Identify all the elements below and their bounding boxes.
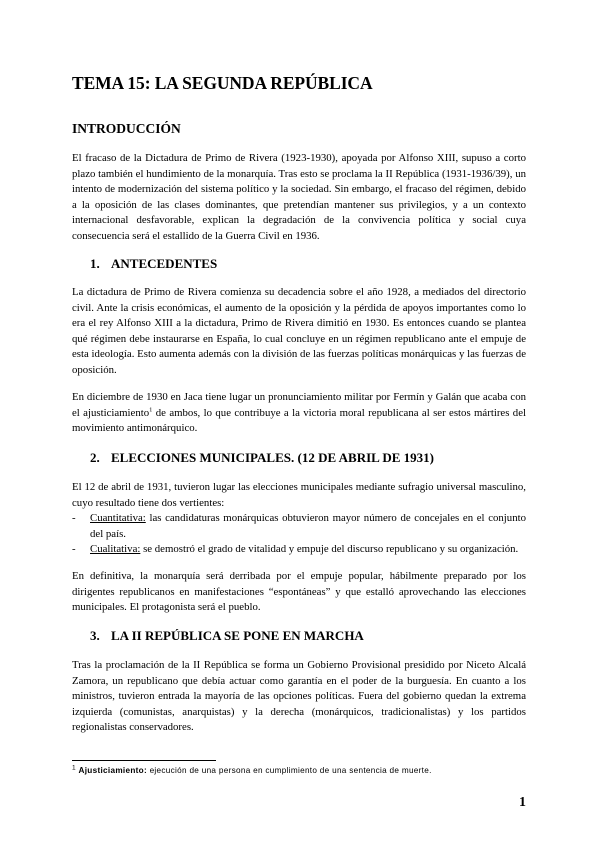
footnote-term: Ajusticiamiento: bbox=[78, 766, 147, 775]
page-title: TEMA 15: LA SEGUNDA REPÚBLICA bbox=[72, 73, 373, 93]
intro-heading: INTRODUCCIÓN bbox=[72, 121, 181, 136]
section-2-number: 2. bbox=[90, 450, 100, 465]
page-number: 1 bbox=[519, 795, 526, 810]
list-dash: - bbox=[72, 543, 76, 555]
section-1-number: 1. bbox=[90, 256, 100, 271]
footnote bbox=[72, 765, 526, 777]
footnote-separator bbox=[72, 760, 216, 761]
list-item-label: Cuantitativa: bbox=[90, 512, 146, 524]
list-item bbox=[72, 542, 526, 558]
section-1-title: ANTECEDENTES bbox=[111, 256, 218, 271]
list-item-label: Cualitativa: bbox=[90, 543, 141, 555]
section-2-paragraph-2: En definitiva, la monarquía será derribada por el empuje popular, hábilmente preparado por los dirigentes republicanos en manifestaciones “espontáneas” y que estalló aprovechando las elecciones municipales. El protagonista será el pueblo. bbox=[72, 570, 526, 613]
section-1-heading bbox=[90, 256, 217, 272]
section-3-title: LA II REPÚBLICA SE PONE EN MARCHA bbox=[111, 628, 364, 643]
list-item-text: se demostró el grado de vitalidad y empuje del discurso republicano y su organización. bbox=[140, 543, 519, 555]
section-1-paragraph-2-text-b: de ambos, lo que contribuye a la victoria moral republicana al ser estos mártires del movimiento antimonárquico. bbox=[72, 406, 526, 434]
section-3-heading bbox=[90, 628, 364, 644]
section-1-paragraph-1: La dictadura de Primo de Rivera comienza su decadencia sobre el año 1928, a mediados del directorio civil. Ante la crisis económicas, el aumento de la oposición y la pérdida de apoyos importantes como lo era el rey Alfonso XIII a la dictadura, Primo de Rivera dimitió en 1930. Es entonces cuando se plantea qué régimen debe instaurarse en España, lo cual concluye en un régimen republicano ante el empuje de esta ideología. Esto aumenta además con la división de las fuerzas políticas monárquicas y las fuerzas de oposición. bbox=[72, 286, 526, 376]
section-1-paragraph-2 bbox=[72, 390, 526, 437]
list-dash: - bbox=[72, 512, 76, 524]
section-3-paragraph-1: Tras la proclamación de la II República se forma un Gobierno Provisional presidido por Niceto Alcalá Zamora, un republicano que debía actuar como garantía en el poder de la burguesía. En cuanto a los ministros, tuvieron entrada la mayoría de las opciones políticas. Fuera del gobierno quedan la extrema izquierda (comunistas, anarquistas) y la derecha (monárquicos, tradicionalistas) y los partidos regionalistas conservadores. bbox=[72, 659, 526, 733]
section-3-number: 3. bbox=[90, 628, 100, 643]
footnote-text: ejecución de una persona en cumplimiento de una sentencia de muerte. bbox=[147, 766, 432, 775]
section-2-bullet-list bbox=[72, 511, 526, 558]
section-2-title: ELECCIONES MUNICIPALES. (12 DE ABRIL DE 1931) bbox=[111, 450, 435, 465]
intro-paragraph: El fracaso de la Dictadura de Primo de Rivera (1923-1930), apoyada por Alfonso XIII, supuso a corto plazo también el hundimiento de la monarquía. Tras esto se proclama la II República (1931-1936/39), un intento de modernización del sistema político y la sociedad. Sin embargo, el fracaso del régimen, debido a la oposición de las clases dominantes, que pretendían mantener sus privilegios, y a un contexto internacional desfavorable, explican la degradación de la convivencia política y social cuya consecuencia será el estallido de la Guerra Civil en 1936. bbox=[72, 152, 526, 242]
section-1-paragraph-2-text-a: En diciembre de 1930 en Jaca tiene lugar un pronunciamiento militar por Fermín y Galán que acaba con el ajusticiamiento bbox=[72, 391, 526, 419]
footnote-reference[interactable]: 1 bbox=[149, 405, 153, 413]
list-item-text: las candidaturas monárquicas obtuvieron mayor número de concejales en el conjunto del país. bbox=[90, 512, 526, 540]
section-2-paragraph-1: El 12 de abril de 1931, tuvieron lugar las elecciones municipales mediante sufragio universal masculino, cuyo resultado tiene dos vertientes: bbox=[72, 481, 526, 509]
list-item bbox=[72, 511, 526, 542]
section-2-heading bbox=[90, 450, 434, 466]
footnote-mark: 1 bbox=[72, 764, 76, 772]
